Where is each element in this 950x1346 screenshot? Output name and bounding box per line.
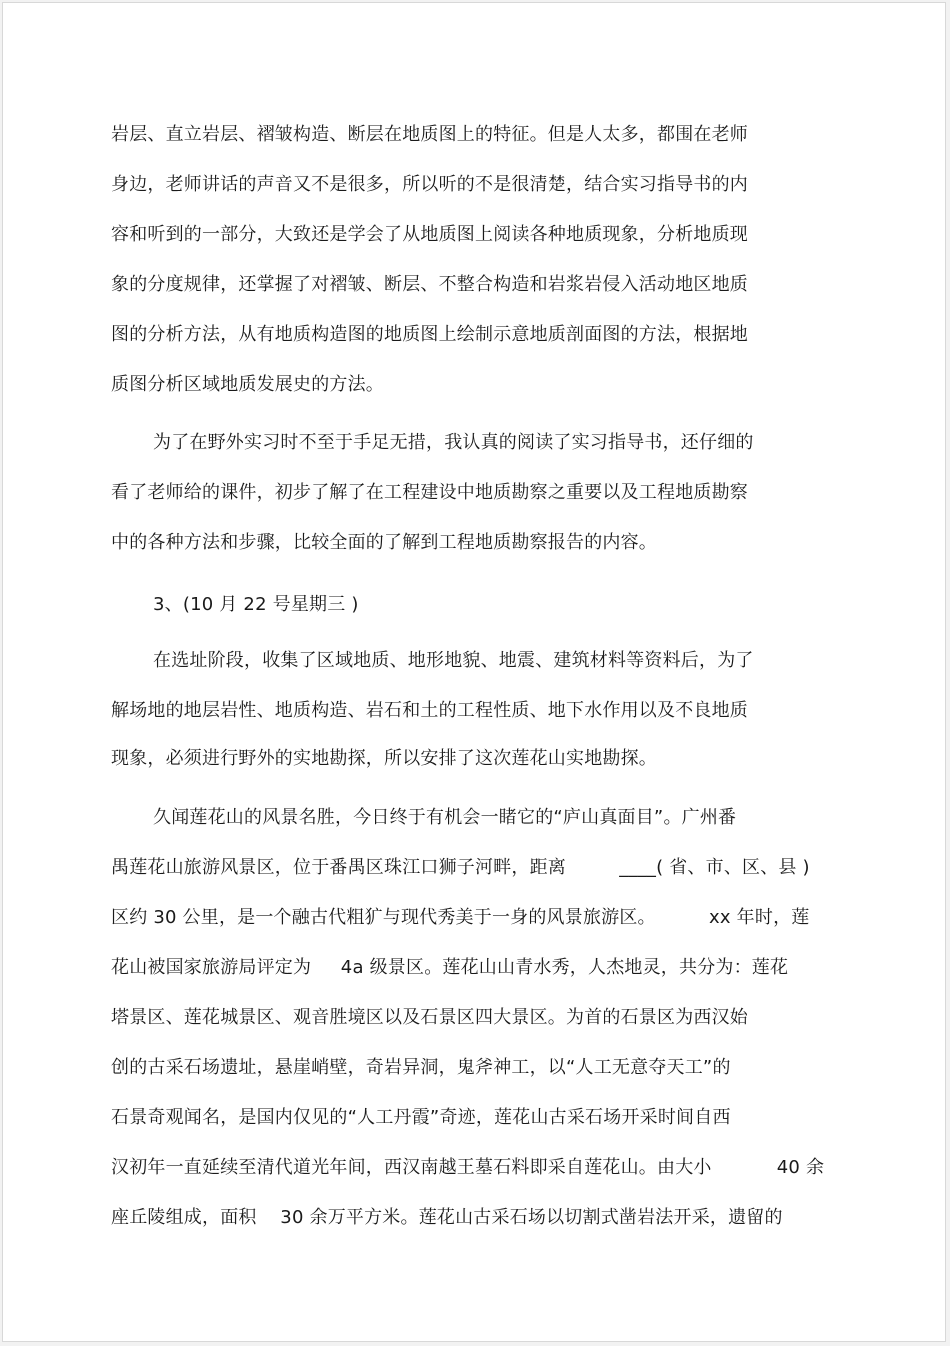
text-line: 现象，必须进行野外的实地勘探，所以安排了这次莲花山实地勘探。 bbox=[111, 748, 657, 769]
text-line: 座丘陵组成，面积 30 余万平方米。莲花山古采石场以切割式凿岩法开采，遗留的 bbox=[111, 1207, 783, 1228]
text-line: 塔景区、莲花城景区、观音胜境区以及石景区四大景区。为首的石景区为西汉始 bbox=[111, 1007, 748, 1028]
text-line: 花山被国家旅游局评定为 4a 级景区。莲花山山青水秀，人杰地灵，共分为：莲花 bbox=[111, 957, 789, 978]
text-line: 图的分析方法，从有地质构造图的地质图上绘制示意地质剖面图的方法，根据地 bbox=[111, 324, 748, 345]
text-line: 禺莲花山旅游风景区，位于番禺区珠江口狮子河畔，距离 ____( 省、市、区、县 ) bbox=[111, 857, 810, 878]
text-line: 创的古采石场遗址，悬崖峭壁，奇岩异洞，鬼斧神工，以“人工无意夺天工”的 bbox=[111, 1057, 731, 1078]
text-line: 岩层、直立岩层、褶皱构造、断层在地质图上的特征。但是人太多，都围在老师 bbox=[111, 124, 748, 145]
text-line: 质图分析区域地质发展史的方法。 bbox=[111, 374, 384, 395]
text-line: 象的分度规律，还掌握了对褶皱、断层、不整合构造和岩浆岩侵入活动地区地质 bbox=[111, 274, 748, 295]
document-page bbox=[2, 2, 946, 1342]
text-line: 中的各种方法和步骤，比较全面的了解到工程地质勘察报告的内容。 bbox=[111, 532, 657, 553]
text-line: 身边，老师讲话的声音又不是很多，所以听的不是很清楚，结合实习指导书的内 bbox=[111, 174, 748, 195]
text-line: 区约 30 公里，是一个融古代粗犷与现代秀美于一身的风景旅游区。 xx 年时，莲 bbox=[111, 907, 810, 928]
text-line: 看了老师给的课件，初步了解了在工程建设中地质勘察之重要以及工程地质勘察 bbox=[111, 482, 748, 503]
text-line: 在选址阶段，收集了区域地质、地形地貌、地震、建筑材料等资料后，为了 bbox=[153, 650, 754, 671]
text-line: 石景奇观闻名，是国内仅见的“人工丹霞”奇迹，莲花山古采石场开采时间自西 bbox=[111, 1107, 731, 1128]
text-line: 容和听到的一部分，大致还是学会了从地质图上阅读各种地质现象，分析地质现 bbox=[111, 224, 748, 245]
text-line: 久闻莲花山的风景名胜，今日终于有机会一睹它的“庐山真面目”。广州番 bbox=[153, 807, 737, 828]
text-line: 为了在野外实习时不至于手足无措，我认真的阅读了实习指导书，还仔细的 bbox=[153, 432, 754, 453]
section-heading: 3、(10 月 22 号星期三 ) bbox=[153, 594, 359, 615]
text-line: 汉初年一直延续至清代道光年间，西汉南越王墓石料即采自莲花山。由大小 40 余 bbox=[111, 1157, 825, 1178]
text-line: 解场地的地层岩性、地质构造、岩石和土的工程性质、地下水作用以及不良地质 bbox=[111, 700, 748, 721]
